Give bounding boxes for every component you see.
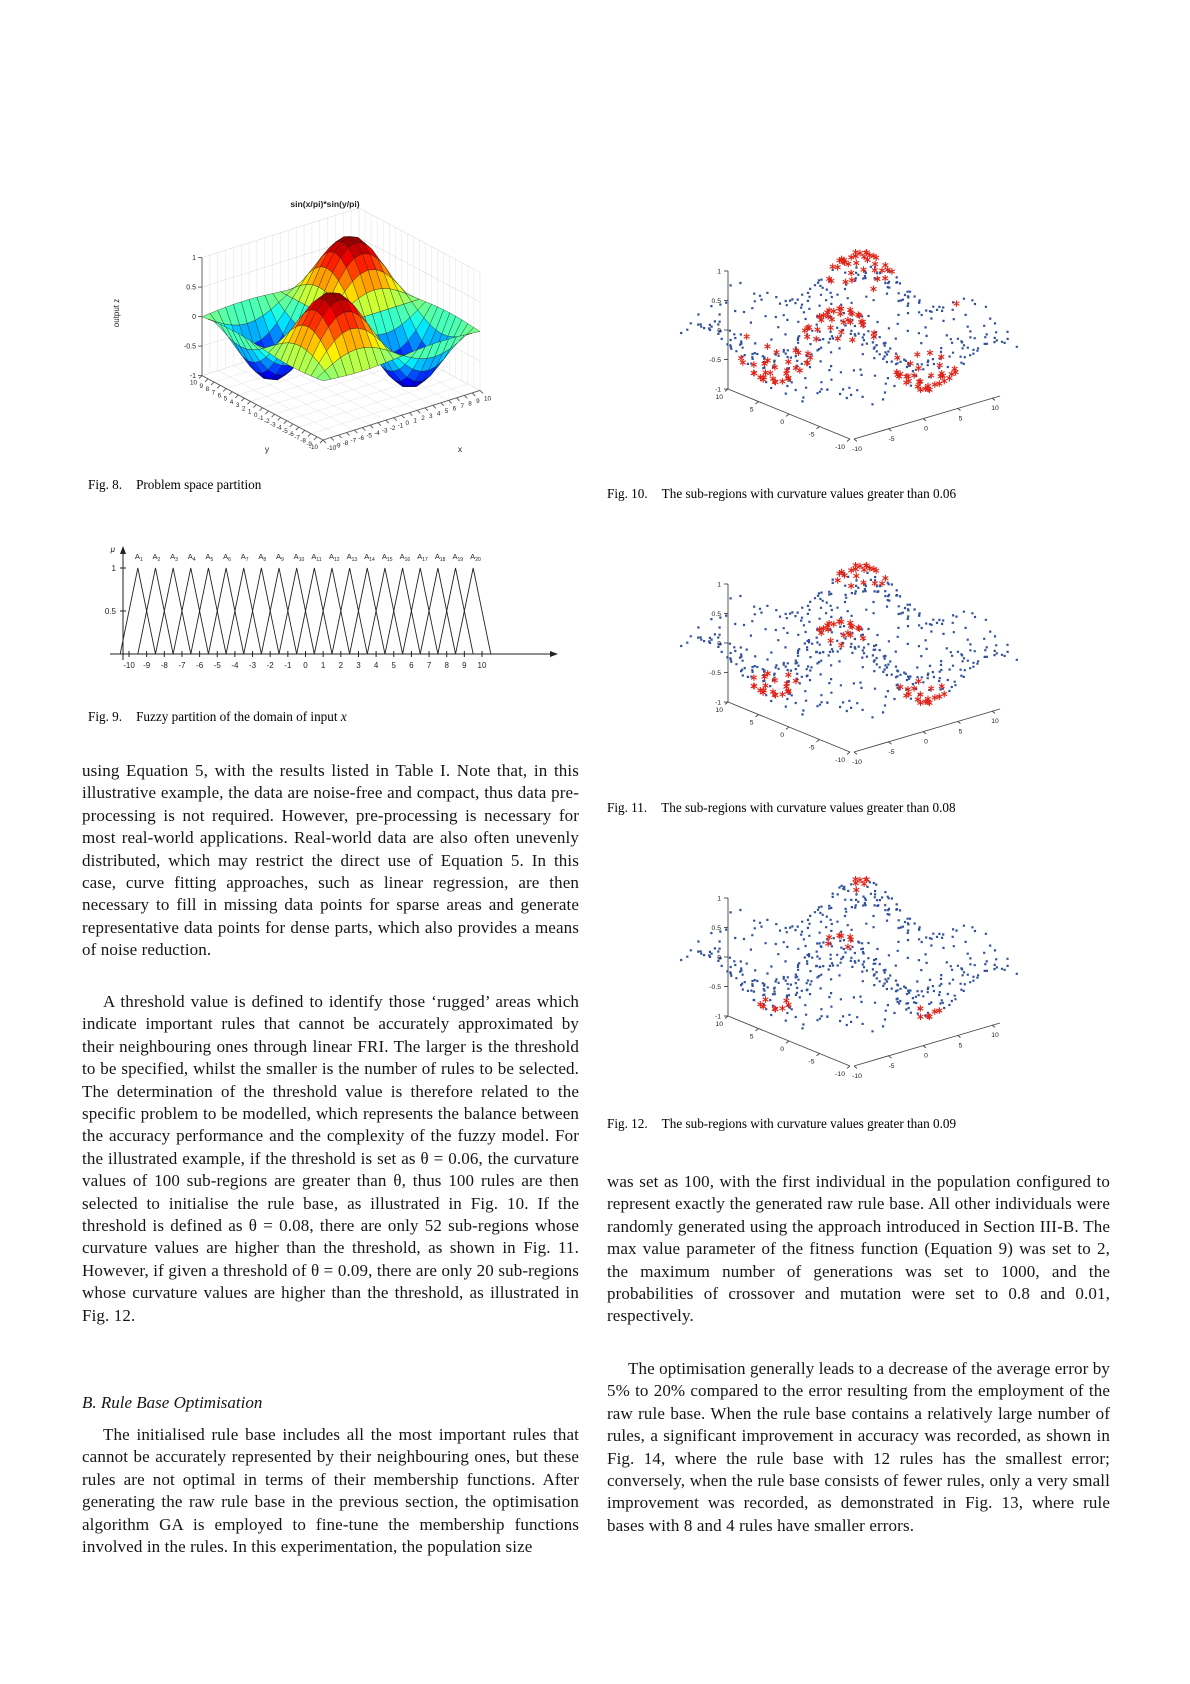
- svg-text:-10: -10: [852, 1073, 862, 1080]
- svg-text:2: 2: [421, 415, 425, 423]
- tick-labels: [709, 582, 999, 767]
- svg-text:-1: -1: [714, 386, 721, 394]
- svg-text:-10: -10: [852, 759, 862, 766]
- svg-text:10: 10: [477, 661, 487, 670]
- svg-text:-0.5: -0.5: [183, 343, 196, 351]
- svg-text:-1: -1: [714, 699, 721, 707]
- svg-text:A17: $A_{17}$: [417, 552, 428, 563]
- figure-11-caption-text: The sub-regions with curvature values greater than 0.08: [661, 800, 956, 815]
- figure-8-caption-label: Fig. 8.: [88, 477, 123, 492]
- svg-text:-7: -7: [350, 437, 357, 445]
- svg-text:5: 5: [749, 406, 754, 414]
- svg-text:0: 0: [780, 1046, 784, 1053]
- svg-text:A15: $A_{15}$: [381, 552, 393, 563]
- svg-text:3: 3: [356, 661, 361, 670]
- svg-text:-9: -9: [334, 442, 341, 450]
- svg-text:-3: -3: [270, 421, 276, 429]
- svg-text:-5: -5: [808, 1058, 815, 1066]
- svg-text:-10: -10: [835, 1071, 845, 1078]
- svg-text:0.5: 0.5: [711, 611, 721, 618]
- svg-text:3: 3: [235, 402, 240, 410]
- svg-text:0.5: 0.5: [711, 298, 721, 305]
- svg-text:A8: $A_8$: [258, 552, 267, 563]
- svg-text:1: 1: [320, 661, 326, 670]
- membership-triangles: [120, 568, 491, 654]
- svg-text:A9: $A_9$: [276, 552, 284, 563]
- svg-text:0.5: 0.5: [711, 925, 721, 932]
- svg-text:-3: -3: [381, 427, 388, 435]
- svg-text:10: 10: [484, 395, 492, 403]
- z-axis-label: output z: [112, 298, 121, 328]
- svg-text:A3: $A_3$: [170, 552, 178, 563]
- svg-text:A1: $A_1$: [134, 552, 143, 563]
- svg-text:9: 9: [462, 661, 467, 670]
- svg-text:6: 6: [409, 661, 414, 670]
- svg-text:0: 0: [717, 327, 721, 335]
- figure-8-title: sin(x/pi)*sin(y/pi): [290, 199, 360, 209]
- y-axis-label: y: [264, 444, 270, 454]
- svg-text:-1: -1: [284, 661, 292, 670]
- svg-text:5: 5: [749, 719, 754, 727]
- figure-12-caption-text: The sub-regions with curvature values greater than 0.09: [661, 1116, 957, 1131]
- svg-text:0: 0: [924, 1052, 928, 1060]
- figure-10-caption: [607, 486, 956, 502]
- mu-axis-label: μ: [110, 545, 115, 554]
- figure-12-caption: [607, 1116, 956, 1132]
- svg-text:9: 9: [199, 382, 204, 390]
- figure-12-caption-label: Fig. 12.: [607, 1116, 648, 1131]
- svg-text:A2: $A_2$: [152, 552, 161, 563]
- svg-text:3: 3: [429, 412, 433, 420]
- svg-text:10: 10: [715, 707, 723, 714]
- svg-text:-0.5: -0.5: [709, 984, 721, 991]
- svg-text:-8: -8: [160, 661, 168, 670]
- figure-8-caption-text: Problem space partition: [136, 477, 262, 492]
- svg-text:0: 0: [780, 419, 784, 426]
- figure-9-membership-plot: [82, 500, 577, 678]
- svg-text:0: 0: [717, 640, 721, 648]
- svg-text:A19: $A_{19}$: [452, 552, 464, 563]
- svg-text:-1: -1: [397, 422, 404, 430]
- svg-text:4: 4: [436, 410, 441, 418]
- svg-text:-2: -2: [263, 418, 270, 426]
- svg-text:2: 2: [241, 405, 246, 413]
- figure-11-scatter-plot: [600, 528, 1040, 776]
- svg-text:-5: -5: [808, 431, 815, 439]
- svg-text:1: 1: [192, 255, 196, 263]
- svg-text:-5: -5: [808, 744, 815, 752]
- svg-text:5: 5: [223, 395, 228, 403]
- svg-text:A14: $A_{14}$: [364, 552, 375, 563]
- svg-text:0: 0: [303, 661, 308, 670]
- svg-text:-10: -10: [327, 445, 337, 452]
- svg-text:-2: -2: [389, 425, 396, 433]
- svg-text:8: 8: [205, 386, 210, 394]
- svg-text:-5: -5: [888, 435, 895, 443]
- svg-text:1: 1: [111, 564, 116, 573]
- figure-11-caption: [607, 800, 956, 816]
- svg-text:-7: -7: [294, 434, 300, 442]
- right-paragraph-2: The optimisation generally leads to a decrease of the average error by 5% to 20% compared to the error resulting from the employment of the raw rule base. When the rule base contains a relatively large number of rules, a significant improvement in accuracy was recorded, as shown in Fig. 14, where the rule base with 12 rules has the smallest error; conversely, when the rule base consists of fewer rules, only a very small improvement was recorded, as demonstrated in Fig. 13, where rule bases with 8 and 4 rules have smaller errors.: [607, 1359, 1110, 1535]
- selected-subregion-markers: [757, 876, 942, 1020]
- svg-text:-10: -10: [308, 444, 318, 451]
- svg-text:A18: $A_{18}$: [434, 552, 446, 563]
- svg-text:0: 0: [192, 314, 196, 322]
- svg-text:4: 4: [373, 661, 379, 670]
- figure-10-caption-text: The sub-regions with curvature values greater than 0.06: [661, 486, 957, 501]
- svg-text:8: 8: [444, 661, 449, 670]
- left-paragraph-2: A threshold value is defined to identify those ‘rugged’ areas which indicate important rules that cannot be accurately approximated by their neighbouring ones through linear FRI. The larger is the threshold to be specified, whilst the smaller is the number of rules to be selected. The determination of the threshold value is therefore related to the specific problem to be modelled, which represents the balance between the accuracy performance and the complexity of the fuzzy model. For the illustrated example, if the threshold is set as θ = 0.06, the curvature values of 100 sub-regions are greater than θ, thus 100 rules are then selected to initialise the rule base, as illustrated in Fig. 10. If the threshold is defined as θ = 0.08, there are only 52 sub-regions whose curvature values are higher than the threshold, as shown in Fig. 11. However, if given a threshold of θ = 0.09, there are only 20 sub-regions whose curvature values are higher than the threshold, as illustrated in Fig. 12.: [82, 992, 579, 1325]
- svg-text:2: 2: [338, 661, 344, 670]
- svg-text:0: 0: [253, 411, 258, 419]
- svg-text:1: 1: [717, 268, 721, 276]
- surface-mesh: [202, 237, 480, 387]
- svg-text:6: 6: [217, 392, 222, 400]
- svg-text:-0.5: -0.5: [709, 670, 721, 677]
- svg-text:-4: -4: [231, 661, 239, 670]
- figure-10-caption-label: Fig. 10.: [607, 486, 648, 501]
- svg-text:10: 10: [991, 718, 999, 725]
- svg-text:6: 6: [452, 405, 457, 413]
- svg-text:-9: -9: [306, 440, 312, 448]
- svg-text:0: 0: [924, 738, 928, 746]
- left-paragraph-1: using Equation 5, with the results listed in Table I. Note that, in this illustrative example, the data are noise-free and compact, thus data pre-processing is not required. However, pre-processing is necessary for most real-world applications. Real-world data are also often unevenly distributed, which may restrict the direct use of Equation 5. In this case, curve fitting approaches, such as linear regression, are then necessary to fill in missing data points for sparse areas and generate representative data points for dense parts, which also provides a means of noise reduction.: [82, 761, 579, 960]
- svg-text:1: 1: [413, 417, 417, 425]
- tick-labels: [709, 896, 999, 1081]
- svg-text:-8: -8: [342, 440, 349, 448]
- figure-9-caption-math: x: [340, 709, 347, 724]
- figure-10-scatter-plot: [600, 215, 1040, 463]
- svg-text:-5: -5: [366, 432, 372, 440]
- svg-text:A20: $A_{20}$: [470, 552, 481, 563]
- svg-text:-2: -2: [266, 661, 274, 670]
- svg-text:7: 7: [426, 661, 432, 670]
- svg-text:A10: $A_{10}$: [293, 552, 305, 563]
- set-labels: [135, 552, 481, 563]
- svg-text:7: 7: [211, 389, 216, 397]
- svg-text:A11: $A_{11}$: [311, 552, 322, 563]
- figure-12-scatter-plot: [600, 842, 1040, 1090]
- sample-points: [680, 881, 1018, 1032]
- svg-text:5: 5: [958, 1042, 963, 1050]
- svg-text:-5: -5: [888, 748, 895, 756]
- svg-text:A12: $A_{12}$: [328, 552, 340, 563]
- svg-text:-4: -4: [374, 430, 380, 438]
- svg-text:-10: -10: [835, 757, 845, 764]
- svg-text:-6: -6: [288, 431, 294, 439]
- svg-text:-3: -3: [248, 661, 257, 670]
- figure-11-caption-label: Fig. 11.: [607, 800, 648, 815]
- svg-text:-6: -6: [196, 661, 204, 670]
- svg-text:0.5: 0.5: [186, 284, 196, 292]
- svg-text:7: 7: [460, 402, 464, 410]
- svg-text:-10: -10: [852, 446, 862, 453]
- svg-text:-10: -10: [123, 661, 135, 670]
- svg-text:-0.5: -0.5: [709, 357, 721, 364]
- svg-text:-5: -5: [213, 661, 221, 670]
- svg-text:-5: -5: [888, 1062, 895, 1070]
- svg-text:A16: $A_{16}$: [399, 552, 411, 563]
- svg-text:A6: $A_6$: [223, 552, 231, 563]
- figure-9-caption-text: Fuzzy partition of the domain of input: [136, 709, 338, 724]
- figure-9-caption: [88, 709, 347, 725]
- svg-text:-8: -8: [300, 437, 306, 445]
- svg-text:10: 10: [991, 1032, 999, 1039]
- x-axis-label: x: [457, 444, 463, 454]
- svg-text:-5: -5: [282, 427, 288, 435]
- right-paragraph-1: was set as 100, with the first individual in the population configured to represent exactly the generated raw rule base. All other individuals were randomly generated using the approach introduced in Section III-B. The max value parameter of the fitness function (Equation 9) was set to 2, the maximum number of generations was set to 1000, and the probabilities of crossover and mutation were set to 0.8 and 0.01, respectively.: [607, 1172, 1110, 1326]
- svg-text:5: 5: [958, 728, 963, 736]
- left-paragraph-3: The initialised rule base includes all the most important rules that cannot be accurately represented by their neighbouring ones, but these rules are not optimal in terms of their membership functions. After generating the raw rule base in the previous section, the optimisation algorithm GA is employed to fine-tune the membership functions involved in the rules. In this experimentation, the population size: [82, 1425, 579, 1557]
- svg-text:0: 0: [780, 732, 784, 739]
- svg-text:A7: $A_7$: [240, 552, 249, 563]
- svg-text:0: 0: [924, 425, 928, 433]
- svg-text:5: 5: [391, 661, 396, 670]
- svg-text:1: 1: [717, 581, 721, 589]
- svg-text:A5: $A_5$: [205, 552, 214, 563]
- svg-text:5: 5: [749, 1033, 754, 1041]
- svg-text:-7: -7: [178, 661, 186, 670]
- svg-text:10: 10: [991, 405, 999, 412]
- figure-9-caption-label: Fig. 9.: [88, 709, 123, 724]
- svg-text:-1: -1: [189, 373, 196, 381]
- svg-text:8: 8: [468, 400, 472, 408]
- svg-text:A4: $A_4$: [187, 552, 196, 563]
- svg-text:10: 10: [715, 1021, 723, 1028]
- svg-text:5: 5: [958, 415, 963, 423]
- svg-text:-1: -1: [257, 415, 264, 423]
- sample-points: [680, 266, 1018, 406]
- svg-text:10: 10: [189, 379, 197, 387]
- figure-8-surface-plot: [85, 185, 565, 457]
- svg-text:-9: -9: [143, 661, 151, 670]
- tick-labels: [709, 269, 999, 454]
- section-heading-rule-base-optimisation: B. Rule Base Optimisation: [82, 1393, 263, 1412]
- svg-text:10: 10: [715, 394, 723, 401]
- svg-text:1: 1: [717, 895, 721, 903]
- svg-text:4: 4: [229, 398, 234, 406]
- svg-text:0: 0: [717, 954, 721, 962]
- svg-text:-4: -4: [276, 424, 282, 432]
- svg-text:-10: -10: [835, 444, 845, 451]
- selected-subregion-markers: [738, 249, 959, 393]
- svg-text:1: 1: [247, 408, 252, 416]
- selected-subregion-markers: [751, 562, 947, 706]
- sample-points: [680, 572, 1018, 719]
- svg-text:0.5: 0.5: [104, 607, 116, 616]
- svg-text:-6: -6: [358, 435, 365, 443]
- svg-text:5: 5: [444, 407, 449, 415]
- svg-text:-1: -1: [714, 1013, 721, 1021]
- figure-8-caption: [88, 477, 261, 493]
- svg-text:0: 0: [405, 420, 410, 428]
- svg-text:9: 9: [476, 397, 480, 405]
- svg-text:A13: $A_{13}$: [346, 552, 358, 563]
